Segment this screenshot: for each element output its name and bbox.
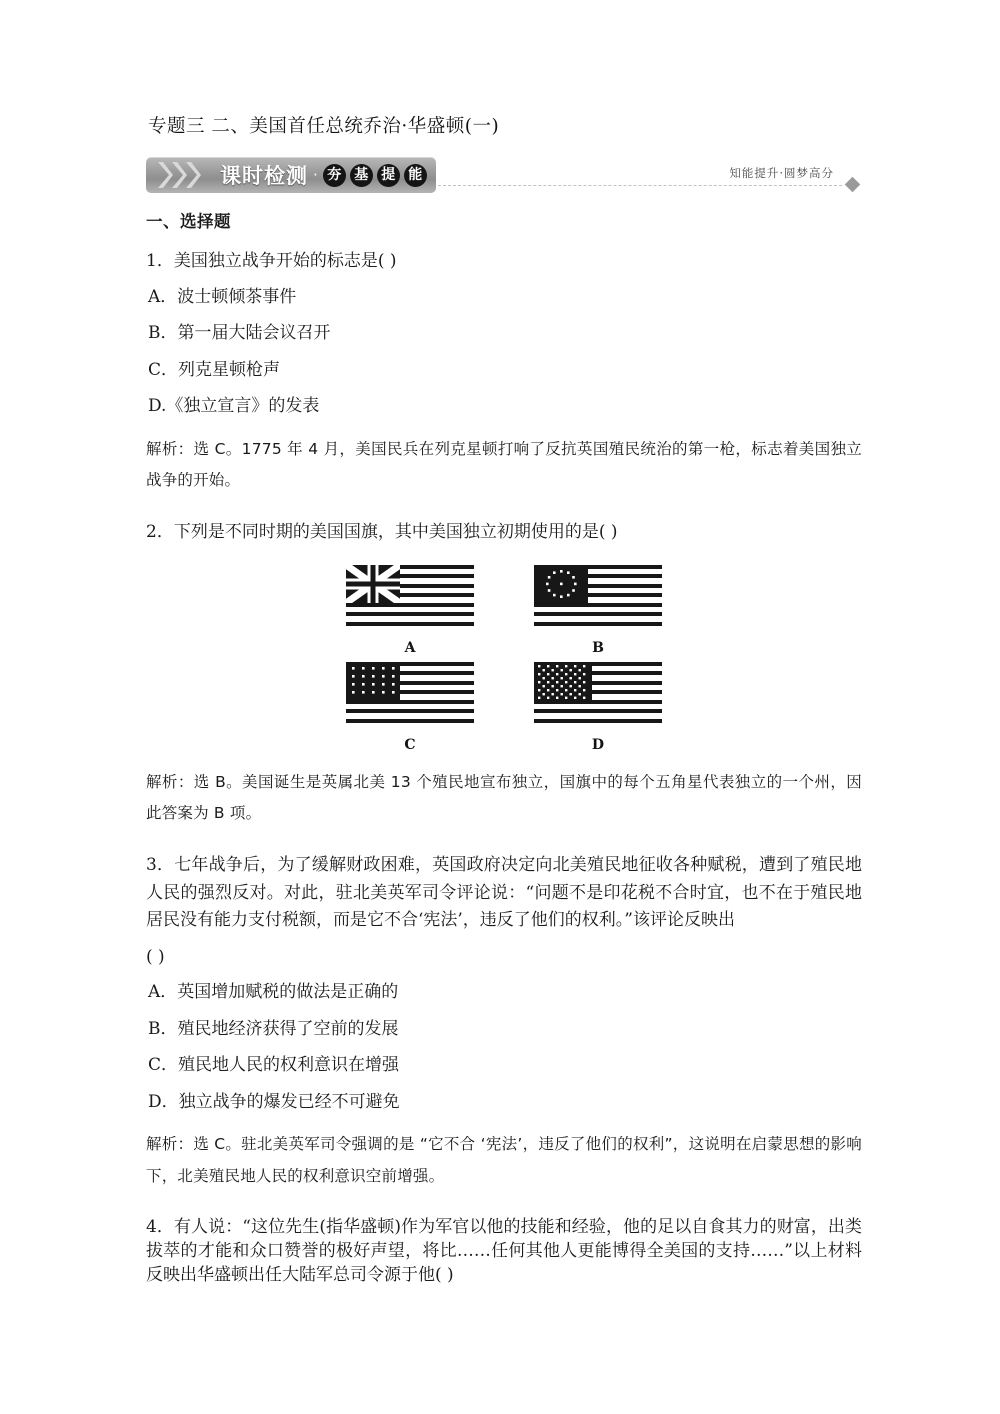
- diamond-icon: [845, 177, 861, 193]
- question-analysis: 解析：选 C。1775 年 4 月，美国民兵在列克星顿打响了反抗英国殖民统治的第一枪，标志着美国独立战争的开始。: [146, 439, 862, 490]
- flag-label: A: [404, 639, 416, 656]
- question-stem: 1．美国独立战争开始的标志是( ): [146, 251, 397, 271]
- option-b[interactable]: B．第一届大陆会议召开: [148, 323, 331, 344]
- option-b[interactable]: B．殖民地经济获得了空前的发展: [148, 1018, 399, 1039]
- question-2: [146, 519, 862, 830]
- question-stem-tail: ( ): [146, 946, 165, 967]
- flag-option-d[interactable]: [534, 662, 662, 753]
- section-heading: 一、选择题: [146, 212, 231, 231]
- flag-image-grand-union: [346, 565, 474, 635]
- banner-plate: [146, 157, 436, 193]
- banner-circled-char-4: 能: [404, 164, 427, 187]
- running-head: 专题三 二、美国首任总统乔治·华盛顿(一): [148, 116, 500, 137]
- flag-option-b[interactable]: [534, 565, 662, 656]
- question-analysis: 解析：选 B。美国诞生是英属北美 13 个殖民地宣布独立，国旗中的每个五角星代表独立的一个州，因此答案为 B 项。: [146, 772, 862, 823]
- banner-circled-char-1: 夯: [323, 164, 346, 187]
- section-banner: [146, 157, 858, 197]
- question-stem: 3．七年战争后，为了缓解财政困难，英国政府决定向北美殖民地征收各种赋税，遭到了殖民地人民的强烈反对。对此，驻北美英军司令评论说：“问题不是印花税不合时宜，也不在于殖民地居民没有能力支付税额，而是它不合‘宪法’，违反了他们的权利。”该评论反映出: [146, 855, 862, 931]
- star-grid-icon: [346, 662, 400, 700]
- question-3: [146, 852, 862, 1193]
- flag-image-fifty-star: [534, 662, 662, 732]
- option-d[interactable]: D．独立战争的爆发已经不可避免: [148, 1091, 400, 1112]
- flag-label: B: [592, 639, 604, 656]
- flag-row-bottom: [346, 662, 662, 753]
- flag-option-a[interactable]: [346, 565, 474, 656]
- option-a[interactable]: A．英国增加赋税的做法是正确的: [148, 982, 399, 1003]
- flag-label: C: [404, 736, 416, 753]
- option-d[interactable]: D.《独立宣言》的发表: [148, 396, 320, 417]
- banner-title-separator: ·: [313, 166, 318, 184]
- flag-row-top: [346, 565, 662, 656]
- exercise-content: [146, 208, 862, 1296]
- question-stem: 4．有人说：“这位先生(指华盛顿)作为军官以他的技能和经验，他的足以自食其力的财富，出类拔萃的才能和众口赞誉的极好声望，将比……任何其他人更能博得全美国的支持……”以上材料反映出华盛顿出任大陆军总司令源于他( ): [146, 1216, 862, 1286]
- option-c[interactable]: C．殖民地人民的权利意识在增强: [148, 1055, 400, 1076]
- flag-label: D: [591, 736, 605, 753]
- fifty-star-icon: [534, 662, 592, 700]
- question-4: [146, 1215, 862, 1287]
- banner-title-plain: 课时检测: [220, 164, 308, 188]
- flag-canton-star-grid: [346, 662, 400, 700]
- chevron-right-icon: [184, 160, 201, 190]
- question-stem: 2．下列是不同时期的美国国旗，其中美国独立初期使用的是( ): [146, 522, 618, 543]
- flag-figure: [146, 565, 862, 753]
- flag-canton-union-jack: [346, 565, 400, 603]
- question-analysis: 解析：选 C。驻北美英军司令强调的是 “它不合 ‘宪法’，违反了他们的权利”，这说明在启蒙思想的影响下，北美殖民地人民的权利意识空前增强。: [146, 1135, 862, 1186]
- flag-canton-fifty-star: [534, 662, 592, 700]
- banner-dashed-rule: [438, 185, 842, 186]
- option-a[interactable]: A．波士顿倾茶事件: [148, 286, 297, 307]
- option-c[interactable]: C．列克星顿枪声: [148, 359, 281, 380]
- banner-circled-char-3: 提: [377, 164, 400, 187]
- chevron-group: [156, 160, 218, 190]
- flag-image-star-grid: [346, 662, 474, 732]
- star-circle-icon: [534, 565, 588, 603]
- union-jack-icon: [346, 565, 400, 603]
- flag-image-betsy-ross: [534, 565, 662, 635]
- banner-circled-char-2: 基: [350, 164, 373, 187]
- flag-option-c[interactable]: [346, 662, 474, 753]
- banner-tagline: 知能提升·圆梦高分: [729, 166, 834, 180]
- question-1: [146, 248, 862, 497]
- banner-title: [220, 160, 429, 190]
- flag-canton-star-circle: [534, 565, 588, 603]
